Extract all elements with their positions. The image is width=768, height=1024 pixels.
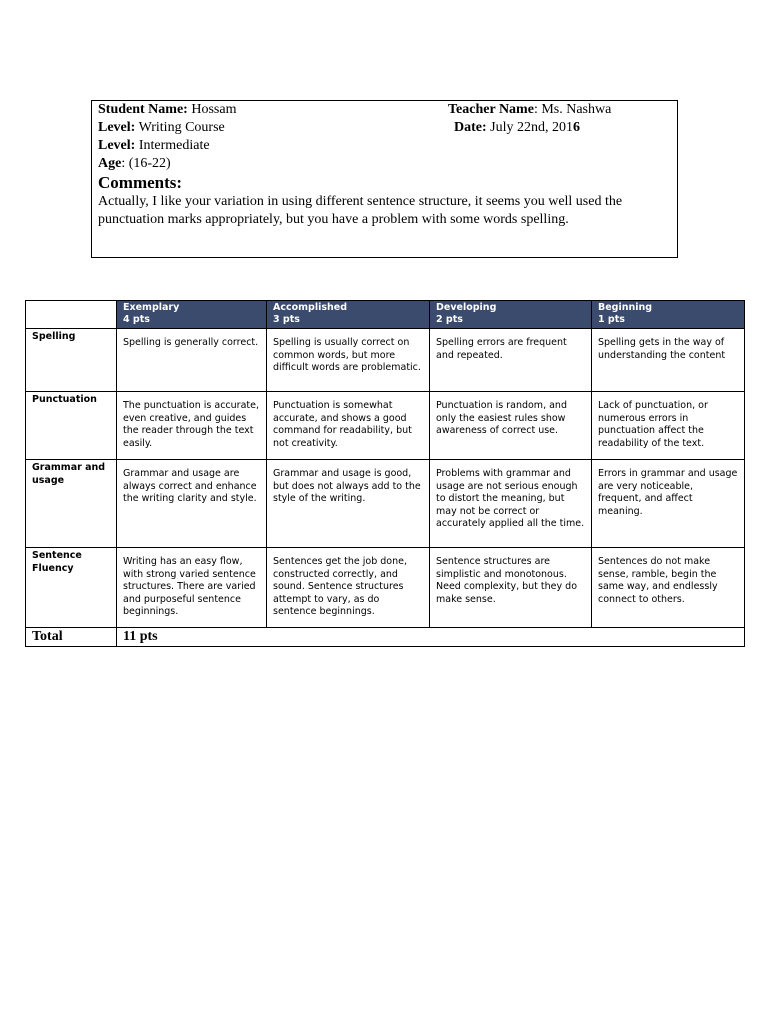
header-title: Exemplary [123,302,180,313]
header-pts: 4 pts [123,314,150,325]
header-developing [430,301,592,329]
table-cell: Sentences get the job done, constructed correctly, and sound. Sentence structures attempt to vary, as do sentence beginnings. [267,548,430,628]
header-pts: 3 pts [273,314,300,325]
teacher-block [448,101,611,119]
info-row-3 [98,137,671,155]
level-value-2: Intermediate [138,138,210,153]
header-beginning [592,301,745,329]
info-row-4 [98,155,671,173]
table-cell: Spelling gets in the way of understanding the content [592,329,745,392]
student-name-value: Hossam [191,102,237,117]
rubric-corner-cell [26,301,117,329]
table-cell: Spelling is generally correct. [117,329,267,392]
table-cell: Punctuation is random, and only the easiest rules show awareness of correct use. [430,392,592,460]
comments-text: Actually, I like your variation in using different sentence structure, it seems you well used the punctuation marks appropriately, but you have a problem with some words spelling. [98,194,623,227]
comments-heading: Comments: [98,173,183,192]
table-row [26,460,745,548]
table-cell: Grammar and usage are always correct and enhance the writing clarity and style. [117,460,267,548]
student-info-box [91,100,678,258]
row-label-grammar: Grammar and usage [26,460,117,548]
teacher-name-label: Teacher Name [448,102,534,117]
table-row [26,392,745,460]
date-block [454,119,580,137]
total-label: Total [26,628,117,647]
table-cell: Sentence structures are simplistic and monotonous. Need complexity, but they do make sense. [430,548,592,628]
date-label: Date: [454,120,487,135]
table-cell: Errors in grammar and usage are very noticeable, frequent, and affect meaning. [592,460,745,548]
info-row-1 [98,101,671,119]
info-row-2 [98,119,671,137]
table-cell: Spelling is usually correct on common words, but more difficult words are problematic. [267,329,430,392]
teacher-name-value: : Ms. Nashwa [533,102,612,117]
header-pts: 2 pts [436,314,463,325]
table-cell: The punctuation is accurate, even creative, and guides the reader through the text easily. [117,392,267,460]
total-value: 11 pts [117,628,745,647]
table-cell: Spelling errors are frequent and repeated. [430,329,592,392]
table-row [26,329,745,392]
table-row [26,548,745,628]
level-value: Writing Course [138,120,225,135]
header-title: Beginning [598,302,653,313]
row-label-fluency: Sentence Fluency [26,548,117,628]
header-pts: 1 pts [598,314,625,325]
header-accomplished [267,301,430,329]
table-cell: Grammar and usage is good, but does not always add to the style of the writing. [267,460,430,548]
student-name-label: Student Name: [98,102,188,117]
table-cell: Punctuation is somewhat accurate, and shows a good command for readability, but not creativity. [267,392,430,460]
rubric-table [25,300,745,647]
table-cell: Lack of punctuation, or numerous errors in punctuation affect the readability of the text. [592,392,745,460]
table-cell: Writing has an easy flow, with strong varied sentence structures. There are varied and purposeful sentence beginnings. [117,548,267,628]
level-label-2: Level: [98,138,136,153]
level-label: Level: [98,120,136,135]
row-label-punctuation: Punctuation [26,392,117,460]
table-cell: Sentences do not make sense, ramble, begin the same way, and endlessly connect to others. [592,548,745,628]
date-value-bold: 6 [573,120,580,135]
table-cell: Problems with grammar and usage are not serious enough to distort the meaning, but may not be correct or accurately applied all the time. [430,460,592,548]
age-label: Age [98,156,122,171]
age-value: : (16-22) [121,156,171,171]
header-title: Accomplished [273,302,348,313]
row-label-spelling: Spelling [26,329,117,392]
rubric-header-row [26,301,745,329]
header-title: Developing [436,302,497,313]
total-row [26,628,745,647]
header-exemplary [117,301,267,329]
date-value: July 22nd, 201 [490,120,573,135]
